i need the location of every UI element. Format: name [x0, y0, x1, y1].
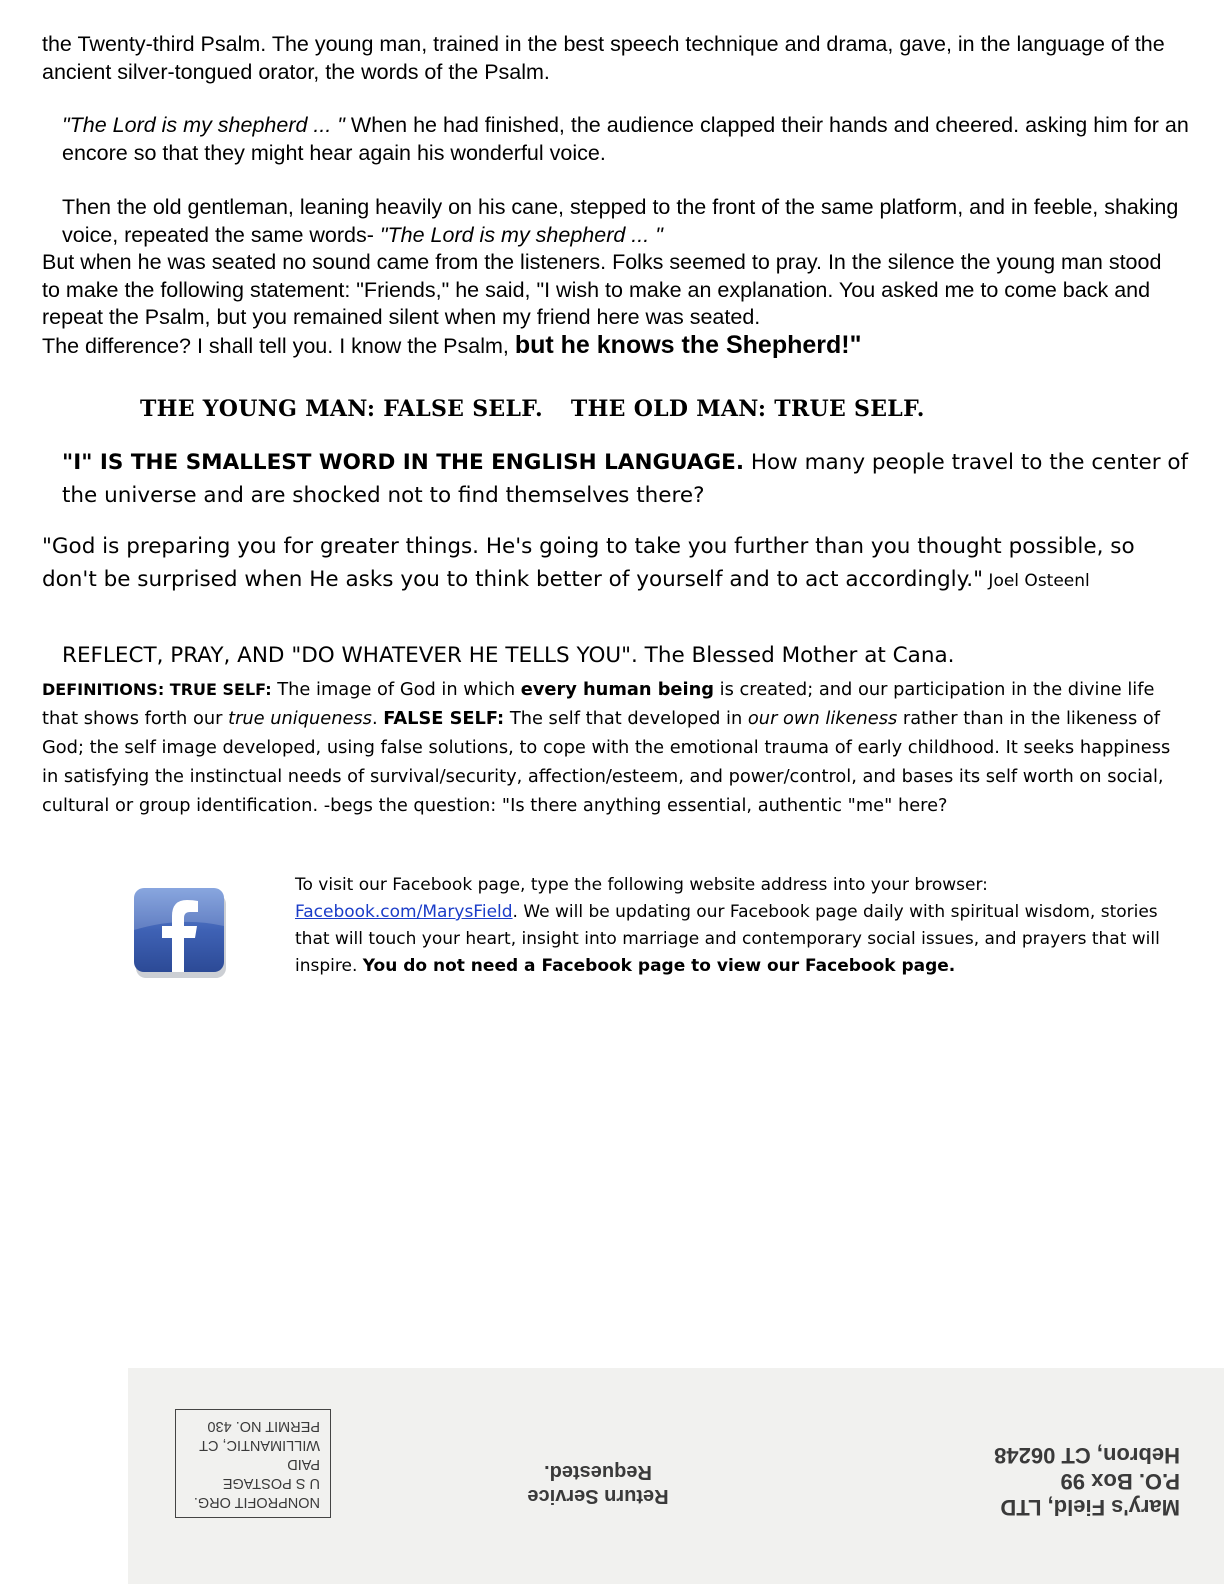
smallest-word-paragraph	[42, 446, 1202, 512]
psalm-quote: "The Lord is my shepherd ... "	[62, 113, 345, 137]
old-gentleman-text: Then the old gentleman, leaning heavily on his cane, stepped to the front of the same platform, and in feeble, shaking voice, repeated the same words-	[62, 195, 1179, 247]
smallest-word-heading: "I" IS THE SMALLEST WORD IN THE ENGLISH LANGUAGE.	[62, 450, 745, 475]
old-gentleman-paragraph	[42, 194, 1182, 360]
audience-paragraph	[42, 112, 1202, 167]
return-service-notice: Return Service Requested.	[527, 1461, 669, 1507]
facebook-paragraph: To visit our Facebook page, type the following website address into your browser: Facebook.com/MarysField. We will be updating our Facebook page daily with spiritual wisdom, stories that will touch your heart, insight into marriage and contemporary social issues, and prayers that will inspire. You do not need a Facebook page to view our Facebook page.	[295, 875, 1160, 976]
shepherd-punchline: but he knows the Shepherd!"	[514, 330, 862, 359]
audience-text: When he had finished, the audience clapped their hands and cheered. asking him for an encore so that they might hear again his wonderful voice.	[62, 113, 1189, 165]
false-self-heading: THE YOUNG MAN: FALSE SELF.	[140, 396, 543, 422]
definitions-label: DEFINITIONS: TRUE SELF:	[42, 680, 272, 699]
true-self-heading: THE OLD MAN: TRUE SELF.	[570, 396, 925, 422]
facebook-icon[interactable]	[132, 886, 228, 978]
intro-paragraph: the Twenty-third Psalm. The young man, trained in the best speech technique and drama, gave, in the language of the ancient silver-tongued orator, the words of the Psalm.	[42, 32, 1165, 84]
smallest-word-text: How many people travel to the center of the universe and are shocked not to find themselves there?	[62, 450, 1189, 508]
definitions-paragraph: DEFINITIONS: TRUE SELF: The image of God in which every human being is created; and our participation in the divine life that shows forth our true uniqueness. FALSE SELF: The self that developed in our own likeness rather than in the likeness of God; the self image developed, using false solutions, to cope with the emotional trauma of early childhood. It seeks happiness in satisfying the instinctual needs of survival/security, affection/esteem, and power/control, and bases its self worth on social, cultural or group identification. -begs the question: "Is there anything essential, authentic "me" here?	[42, 679, 1171, 816]
osteen-quote-text: "God is preparing you for greater things. He's going to take you further than you thought possible, so don't be surprised when He asks you to think better of yourself and to act accordingly."	[42, 534, 1135, 592]
facebook-link[interactable]: Facebook.com/MarysField	[295, 902, 513, 922]
postage-permit-box: NONPROFIT ORG. U S POSTAGE PAID WILLIMANTIC, CT PERMIT NO. 430	[175, 1409, 331, 1518]
return-address: Mary's Field, LTD P.O. Box 99 Hebron, CT 06248	[994, 1443, 1180, 1520]
difference-text: The difference? I shall tell you. I know the Psalm,	[42, 333, 515, 358]
facebook-note: You do not need a Facebook page to view our Facebook page.	[362, 956, 956, 976]
self-heading	[140, 396, 1140, 422]
silence-text: But when he was seated no sound came from the listeners. Folks seemed to pray. In the silence the young man stood to make the following statement: "Friends," he said, "I wish to make an explanation. You asked me to come back and repeat the Psalm, but you remained silent when my friend here was seated.	[42, 250, 1162, 329]
osteen-author: Joel Osteenl	[983, 571, 1090, 591]
psalm-quote-repeat: "The Lord is my shepherd ... "	[379, 222, 663, 247]
false-self-label: FALSE SELF:	[383, 708, 505, 729]
osteen-quote	[42, 530, 1182, 598]
mailing-panel	[128, 1368, 1224, 1584]
reflect-line: REFLECT, PRAY, AND "DO WHATEVER HE TELLS YOU". The Blessed Mother at Cana.	[62, 643, 955, 668]
